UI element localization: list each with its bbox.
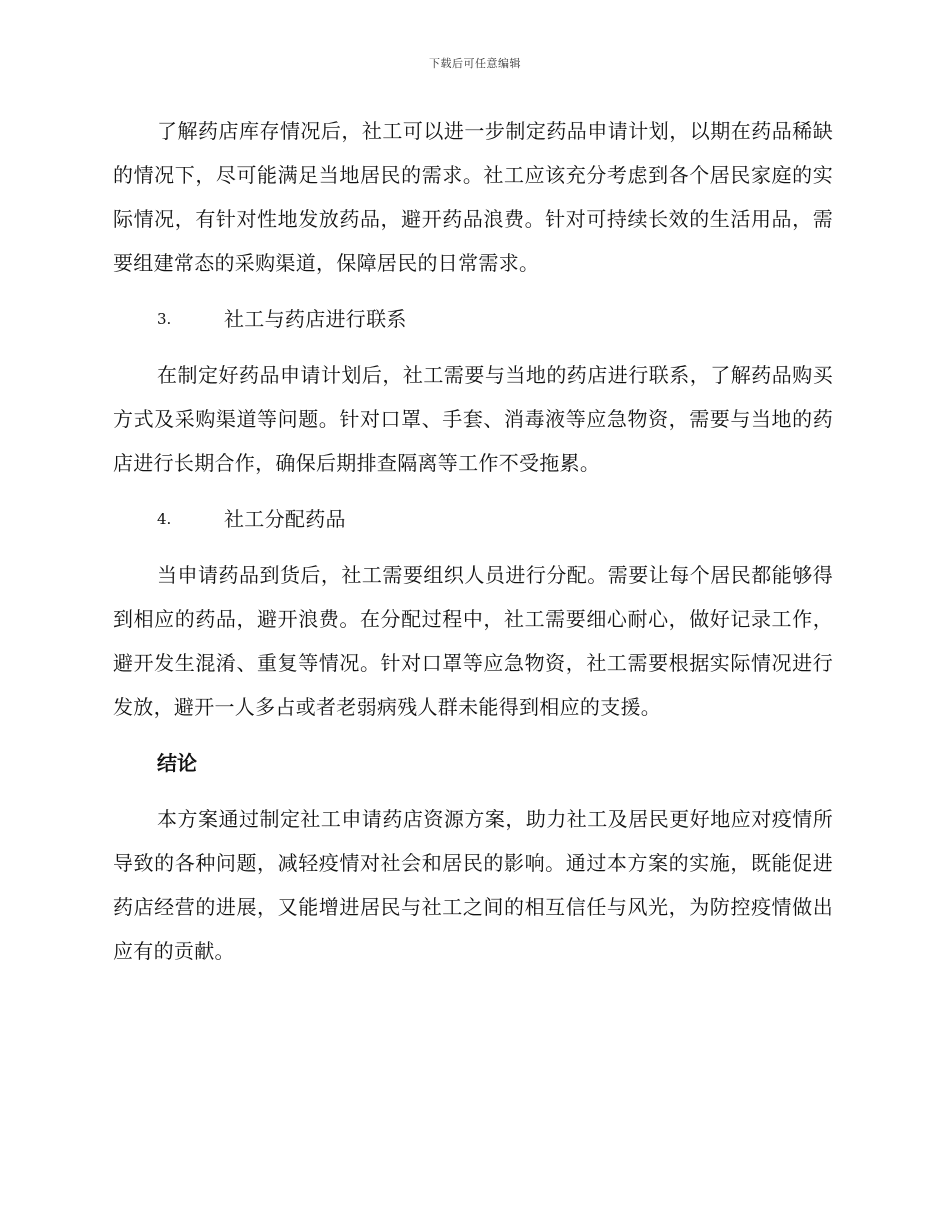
paragraph-conclusion: 本方案通过制定社工申请药店资源方案，助力社工及居民更好地应对疫情所导致的各种问题，减轻疫情对社会和居民的影响。通过本方案的实施，既能促进药店经营的进展，又能增进居民与社工之间的相互信任与风光，为防控疫情做出应有的贡献。	[113, 807, 833, 963]
list-label: 社工分配药品	[224, 507, 346, 531]
paragraph-distribute: 当申请药品到货后，社工需要组织人员进行分配。需要让每个居民都能够得到相应的药品，避开浪费。在分配过程中，社工需要细心耐心，做好记录工作，避开发生混淆、重复等情况。针对口罩等应急物资，社工需要根据实际情况进行发放，避开一人多占或者老弱病残人群未能得到相应的支援。	[113, 563, 833, 719]
document-body	[113, 109, 833, 985]
paragraph-plan: 了解药店库存情况后，社工可以进一步制定药品申请计划，以期在药品稀缺的情况下，尽可能满足当地居民的需求。社工应该充分考虑到各个居民家庭的实际情况，有针对性地发放药品，避开药品浪费。针对可持续长效的生活用品，需要组建常态的采购渠道，保障居民的日常需求。	[113, 119, 833, 275]
list-number: 4.	[157, 510, 172, 528]
list-number: 3.	[157, 310, 172, 328]
list-label: 社工与药店进行联系	[224, 307, 407, 331]
page-header: 下载后可任意编辑	[429, 57, 521, 70]
paragraph-contact: 在制定好药品申请计划后，社工需要与当地的药店进行联系，了解药品购买方式及采购渠道等问题。针对口罩、手套、消毒液等应急物资，需要与当地的药店进行长期合作，确保后期排查隔离等工作不受拖累。	[113, 363, 833, 475]
list-item-contact-pharmacy	[113, 297, 833, 341]
conclusion-heading: 结论	[157, 751, 197, 775]
list-item-distribute	[113, 497, 833, 541]
